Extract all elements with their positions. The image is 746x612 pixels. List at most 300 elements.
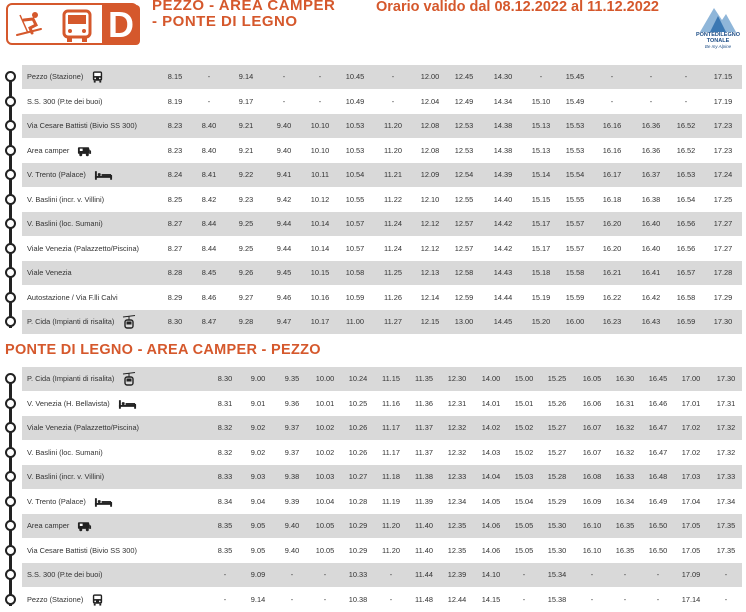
- departure-time: 16.40: [641, 219, 661, 228]
- departure-time: -: [282, 72, 286, 81]
- hotel-bed-icon: [94, 168, 113, 182]
- departure-time: -: [623, 570, 627, 579]
- stop-name: V. Baslini (loc. Sumani): [27, 219, 103, 228]
- departure-time: -: [389, 594, 393, 604]
- departure-time: 8.28: [167, 268, 183, 277]
- departure-time: 10.26: [348, 447, 368, 457]
- departure-time: 8.27: [167, 243, 183, 253]
- departure-time: 17.02: [681, 447, 701, 457]
- stop-name: V. Baslini (incr. v. Villini): [27, 194, 105, 204]
- stop-name: Pezzo (Stazione): [27, 72, 84, 81]
- departure-time: 15.03: [514, 472, 534, 481]
- departure-time: 9.39: [284, 496, 300, 506]
- departure-time: 16.20: [602, 243, 622, 253]
- timetable-row: [0, 514, 746, 538]
- departure-time: 16.45: [648, 374, 668, 383]
- departure-time: 8.45: [201, 268, 217, 277]
- departure-time: 15.17: [531, 219, 551, 228]
- skier-icon: [14, 9, 44, 39]
- stop-marker: [5, 422, 16, 433]
- departure-time: 16.17: [602, 170, 622, 179]
- departure-time: -: [656, 570, 660, 579]
- departure-time: 16.30: [615, 374, 635, 383]
- departure-time: 8.31: [217, 398, 233, 408]
- departure-time: 17.34: [716, 496, 736, 506]
- stop-marker: [5, 373, 16, 384]
- route-title-line2: - PONTE DI LEGNO: [152, 13, 298, 30]
- departure-time: 14.39: [493, 170, 513, 179]
- departure-time: 10.58: [345, 268, 365, 277]
- departure-time: 11.21: [384, 170, 402, 179]
- departure-time: 17.33: [716, 472, 736, 481]
- departure-time: 16.47: [648, 423, 668, 432]
- departure-time: 16.57: [676, 268, 696, 277]
- timetable-row: [0, 188, 746, 212]
- stop-marker: [5, 398, 16, 409]
- departure-time: -: [522, 594, 526, 604]
- departure-time: 16.54: [676, 194, 696, 204]
- departure-time: 8.32: [217, 447, 233, 457]
- departure-time: 15.59: [565, 292, 585, 302]
- departure-time: 12.57: [454, 243, 474, 253]
- departure-time: 8.27: [167, 219, 183, 228]
- departure-time: 10.04: [315, 496, 335, 506]
- departure-time: 15.38: [547, 594, 567, 604]
- departure-time: 15.53: [565, 145, 585, 155]
- departure-time: 10.55: [345, 194, 365, 204]
- departure-time: 11.15: [382, 374, 400, 383]
- hotel-bed-icon: [94, 495, 113, 509]
- stop-name: Area camper: [27, 521, 70, 530]
- departure-time: 15.13: [531, 121, 551, 130]
- departure-time: 11.18: [382, 472, 400, 481]
- stop-name: Via Cesare Battisti (Bivio SS 300): [27, 545, 137, 555]
- departure-time: -: [590, 570, 594, 579]
- departure-time: 9.02: [250, 423, 266, 432]
- departure-time: 10.17: [310, 317, 330, 326]
- departure-time: 11.24: [384, 243, 402, 253]
- departure-time: 12.04: [420, 96, 440, 106]
- departure-time: 15.15: [531, 194, 551, 204]
- timetable-row: [0, 465, 746, 489]
- departure-time: 10.05: [315, 545, 335, 555]
- departure-time: 8.24: [167, 170, 183, 179]
- departure-time: 9.14: [238, 72, 254, 81]
- stop-name: V. Venezia (H. Bellavista): [27, 398, 110, 408]
- departure-time: -: [290, 594, 294, 604]
- timetable-row: [0, 392, 746, 416]
- departure-time: 9.00: [250, 374, 266, 383]
- departure-time: 12.35: [447, 521, 467, 530]
- stop-marker: [5, 71, 16, 82]
- departure-time: 9.25: [238, 243, 254, 253]
- return-route-title: PONTE DI LEGNO - AREA CAMPER - PEZZO: [5, 342, 321, 358]
- departure-time: 8.34: [217, 496, 233, 506]
- departure-time: 15.54: [565, 170, 585, 179]
- stop-marker: [5, 145, 16, 156]
- departure-time: 16.56: [676, 243, 696, 253]
- departure-time: 10.53: [345, 121, 365, 130]
- stop-name: S.S. 300 (P.te dei buoi): [27, 570, 103, 579]
- departure-time: 10.53: [345, 145, 365, 155]
- departure-time: 17.27: [713, 243, 733, 253]
- departure-time: 10.10: [310, 145, 330, 155]
- departure-time: -: [389, 570, 393, 579]
- departure-time: -: [391, 72, 395, 81]
- departure-time: 16.50: [648, 545, 668, 555]
- departure-time: 12.10: [420, 194, 440, 204]
- cable-car-icon: [122, 372, 136, 386]
- departure-time: 14.05: [481, 496, 501, 506]
- departure-time: 10.45: [345, 72, 365, 81]
- departure-time: 8.23: [167, 145, 183, 155]
- departure-time: 17.23: [713, 121, 733, 130]
- departure-time: 10.26: [348, 423, 368, 432]
- departure-time: 15.01: [514, 398, 534, 408]
- departure-time: 15.10: [531, 96, 551, 106]
- departure-time: 16.22: [602, 292, 622, 302]
- departure-time: 16.21: [602, 268, 622, 277]
- departure-time: 16.47: [648, 447, 668, 457]
- departure-time: 12.30: [447, 374, 467, 383]
- departure-time: 14.10: [481, 570, 501, 579]
- departure-time: 11.37: [415, 447, 433, 457]
- departure-time: -: [610, 72, 614, 81]
- timetable-row: [0, 163, 746, 187]
- departure-time: 16.40: [641, 243, 661, 253]
- departure-time: 17.02: [681, 423, 701, 432]
- departure-time: 10.24: [348, 374, 368, 383]
- departure-time: 16.38: [641, 194, 661, 204]
- departure-time: 11.27: [384, 317, 402, 326]
- stop-name: V. Baslini (loc. Sumani): [27, 447, 103, 457]
- departure-time: 10.59: [345, 292, 365, 302]
- departure-time: 12.32: [447, 423, 467, 432]
- timetable-row: [0, 90, 746, 114]
- departure-time: 15.00: [514, 374, 534, 383]
- departure-time: 12.08: [420, 145, 440, 155]
- departure-time: 11.20: [384, 145, 402, 155]
- departure-time: 16.05: [582, 374, 602, 383]
- departure-time: 13.00: [454, 317, 474, 326]
- departure-time: 16.10: [582, 545, 602, 555]
- departure-time: 17.29: [713, 292, 733, 302]
- departure-time: 16.23: [602, 317, 622, 326]
- departure-time: 8.40: [201, 121, 217, 130]
- departure-time: 12.57: [454, 219, 474, 228]
- departure-time: 12.44: [447, 594, 467, 604]
- departure-time: 16.59: [676, 317, 696, 326]
- stop-name: Viale Venezia (Palazzetto/Piscina): [27, 243, 140, 253]
- departure-time: 14.02: [481, 423, 501, 432]
- logo-text-2: TONALE: [706, 38, 730, 44]
- header: [0, 0, 746, 50]
- departure-time: 14.44: [493, 292, 513, 302]
- departure-time: 10.54: [345, 170, 365, 179]
- timetable-row: [0, 139, 746, 163]
- departure-time: 9.47: [276, 317, 292, 326]
- departure-time: 11.26: [384, 292, 402, 302]
- departure-time: 11.39: [415, 496, 433, 506]
- departure-time: 11.37: [415, 423, 433, 432]
- departure-time: 9.05: [250, 521, 266, 530]
- timetable-row: [0, 114, 746, 138]
- departure-time: 10.14: [310, 243, 330, 253]
- departure-time: 9.45: [276, 268, 292, 277]
- stop-marker: [5, 471, 16, 482]
- departure-time: -: [290, 570, 294, 579]
- departure-time: 9.22: [238, 170, 254, 179]
- departure-time: 9.26: [238, 268, 254, 277]
- departure-time: 16.36: [641, 145, 661, 155]
- departure-time: 9.42: [276, 194, 292, 204]
- departure-time: 16.16: [602, 121, 622, 130]
- departure-time: -: [323, 594, 327, 604]
- departure-time: 16.41: [641, 268, 661, 277]
- departure-time: 11.20: [384, 121, 402, 130]
- departure-time: 15.57: [565, 219, 585, 228]
- departure-time: 16.10: [582, 521, 602, 530]
- departure-time: 9.14: [250, 594, 266, 604]
- departure-time: 14.40: [493, 194, 513, 204]
- departure-time: 12.35: [447, 545, 467, 555]
- stop-marker: [5, 267, 16, 278]
- departure-time: 9.23: [238, 194, 254, 204]
- departure-time: -: [318, 96, 322, 106]
- departure-time: 14.38: [493, 121, 513, 130]
- stop-name: Area camper: [27, 145, 70, 155]
- departure-time: 9.40: [276, 145, 292, 155]
- departure-time: 8.30: [167, 317, 183, 326]
- departure-time: -: [223, 570, 227, 579]
- departure-time: 10.01: [315, 398, 335, 408]
- departure-time: 10.28: [348, 496, 368, 506]
- departure-time: 9.05: [250, 545, 266, 555]
- departure-time: 12.58: [454, 268, 474, 277]
- departure-time: 8.42: [201, 194, 217, 204]
- departure-time: 16.52: [676, 145, 696, 155]
- departure-time: 16.32: [615, 423, 635, 432]
- departure-time: 11.17: [382, 423, 400, 432]
- departure-time: 9.44: [276, 219, 292, 228]
- departure-time: 14.38: [493, 145, 513, 155]
- timetable-row: [0, 490, 746, 514]
- timetable-row: [0, 212, 746, 236]
- departure-time: 10.12: [310, 194, 330, 204]
- timetable-row: [0, 563, 746, 587]
- stop-marker: [5, 218, 16, 229]
- departure-time: 9.25: [238, 219, 254, 228]
- departure-time: 14.30: [493, 72, 513, 81]
- departure-time: 10.49: [345, 96, 365, 106]
- departure-time: 10.27: [348, 472, 368, 481]
- departure-time: 11.48: [415, 594, 433, 604]
- departure-time: 9.40: [284, 521, 300, 530]
- stop-marker: [5, 520, 16, 531]
- departure-time: 8.44: [201, 243, 217, 253]
- departure-time: 9.02: [250, 447, 266, 457]
- departure-time: 12.53: [454, 121, 474, 130]
- departure-time: 16.33: [615, 472, 635, 481]
- departure-time: 12.33: [447, 472, 467, 481]
- departure-time: 14.43: [493, 268, 513, 277]
- departure-time: 16.43: [641, 317, 661, 326]
- departure-time: 16.49: [648, 496, 668, 506]
- departure-time: 11.40: [415, 521, 433, 530]
- departure-time: 17.31: [716, 398, 736, 408]
- departure-time: 17.24: [713, 170, 733, 179]
- departure-time: 10.57: [345, 243, 365, 253]
- departure-time: 14.06: [481, 521, 501, 530]
- departure-time: 16.32: [615, 447, 635, 457]
- timetable-row: [0, 539, 746, 563]
- departure-time: 15.27: [547, 423, 567, 432]
- departure-time: 14.15: [481, 594, 501, 604]
- departure-time: 14.00: [481, 374, 501, 383]
- departure-time: 15.18: [531, 268, 551, 277]
- cable-car-icon: [122, 315, 136, 329]
- departure-time: 15.53: [565, 121, 585, 130]
- departure-time: 9.27: [238, 292, 254, 302]
- departure-time: 8.35: [217, 521, 233, 530]
- departure-time: 9.17: [238, 96, 254, 106]
- departure-time: -: [323, 570, 327, 579]
- departure-time: -: [684, 72, 688, 81]
- departure-time: 15.02: [514, 423, 534, 432]
- bus-icon: [91, 70, 104, 84]
- departure-time: 16.50: [648, 521, 668, 530]
- departure-time: 16.20: [602, 219, 622, 228]
- departure-time: 16.58: [676, 292, 696, 302]
- departure-time: 9.28: [238, 317, 254, 326]
- departure-time: 9.36: [284, 398, 300, 408]
- departure-time: 15.02: [514, 447, 534, 457]
- departure-time: 9.01: [250, 398, 266, 408]
- stop-marker: [5, 316, 16, 327]
- camper-icon: [77, 144, 92, 158]
- departure-time: 16.08: [582, 472, 602, 481]
- departure-time: 9.35: [284, 374, 300, 383]
- departure-time: 11.44: [415, 570, 433, 579]
- stop-marker: [5, 194, 16, 205]
- departure-time: 14.04: [481, 472, 501, 481]
- departure-time: 17.15: [713, 72, 733, 81]
- timetable-row: [0, 367, 746, 391]
- stop-name: Pezzo (Stazione): [27, 594, 84, 604]
- stop-marker: [5, 569, 16, 580]
- departure-time: 17.28: [713, 268, 733, 277]
- departure-time: 17.09: [681, 570, 701, 579]
- departure-time: 16.31: [615, 398, 635, 408]
- departure-time: 8.46: [201, 292, 217, 302]
- departure-time: 8.35: [217, 545, 233, 555]
- camper-icon: [77, 519, 92, 533]
- departure-time: 10.00: [315, 374, 335, 383]
- departure-time: -: [223, 594, 227, 604]
- departure-time: 17.27: [713, 219, 733, 228]
- timetable-outbound: [0, 65, 746, 335]
- departure-time: 11.22: [384, 194, 402, 204]
- departure-time: 10.16: [310, 292, 330, 302]
- departure-time: 12.15: [420, 317, 440, 326]
- stop-marker: [5, 120, 16, 131]
- departure-time: 17.35: [716, 521, 736, 530]
- departure-time: 8.41: [201, 170, 217, 179]
- stop-name: V. Trento (Palace): [27, 496, 86, 506]
- departure-time: 8.15: [167, 72, 183, 81]
- departure-time: 11.38: [415, 472, 433, 481]
- departure-time: -: [684, 96, 688, 106]
- departure-time: 10.05: [315, 521, 335, 530]
- stop-marker: [5, 96, 16, 107]
- departure-time: 15.55: [565, 194, 585, 204]
- departure-time: 15.26: [547, 398, 567, 408]
- departure-time: -: [590, 594, 594, 604]
- departure-time: 16.07: [582, 447, 602, 457]
- timetable-row: [0, 237, 746, 261]
- departure-time: 12.55: [454, 194, 474, 204]
- stop-marker: [5, 292, 16, 303]
- departure-time: 8.25: [167, 194, 183, 204]
- stop-name: S.S. 300 (P.te dei buoi): [27, 96, 103, 106]
- departure-time: 11.20: [382, 545, 400, 555]
- departure-time: 15.30: [547, 521, 567, 530]
- departure-time: 17.01: [681, 398, 701, 408]
- departure-time: 12.09: [420, 170, 440, 179]
- departure-time: 11.35: [415, 374, 433, 383]
- departure-time: 11.25: [384, 268, 402, 277]
- departure-time: 12.34: [447, 496, 467, 506]
- timetable-return: [0, 367, 746, 612]
- departure-time: 16.37: [641, 170, 661, 179]
- departure-time: 15.05: [514, 521, 534, 530]
- departure-time: 17.30: [716, 374, 736, 383]
- departure-time: 11.00: [346, 317, 364, 326]
- stop-name: P. Cida (Impianti di risalita): [27, 317, 115, 326]
- departure-time: 8.33: [217, 472, 233, 481]
- line-badge: [6, 3, 138, 45]
- departure-time: 16.56: [676, 219, 696, 228]
- bus-icon: [58, 9, 96, 43]
- stop-name: Via Cesare Battisti (Bivio SS 300): [27, 121, 137, 130]
- departure-time: 12.54: [454, 170, 474, 179]
- departure-time: 10.10: [310, 121, 330, 130]
- departure-time: 16.53: [676, 170, 696, 179]
- departure-time: 15.04: [514, 496, 534, 506]
- departure-time: 11.24: [384, 219, 402, 228]
- bus-icon: [91, 593, 104, 607]
- departure-time: 9.38: [284, 472, 300, 481]
- departure-time: 15.45: [565, 72, 585, 81]
- departure-time: 15.17: [531, 243, 551, 253]
- validity-period: Orario valido dal 08.12.2022 al 11.12.2022: [376, 0, 659, 15]
- departure-time: 10.33: [348, 570, 368, 579]
- departure-time: -: [522, 570, 526, 579]
- departure-time: 16.09: [582, 496, 602, 506]
- departure-time: 8.29: [167, 292, 183, 302]
- stop-name: Autostazione / Via F.lli Calvi: [27, 292, 118, 302]
- departure-time: 9.04: [250, 496, 266, 506]
- departure-time: 16.48: [648, 472, 668, 481]
- departure-time: 12.59: [454, 292, 474, 302]
- departure-time: 9.41: [276, 170, 292, 179]
- departure-time: 8.23: [167, 121, 183, 130]
- departure-time: 14.06: [481, 545, 501, 555]
- departure-time: 11.17: [382, 447, 400, 457]
- departure-time: 14.03: [481, 447, 501, 457]
- stop-marker: [5, 594, 16, 605]
- departure-time: 12.39: [447, 570, 467, 579]
